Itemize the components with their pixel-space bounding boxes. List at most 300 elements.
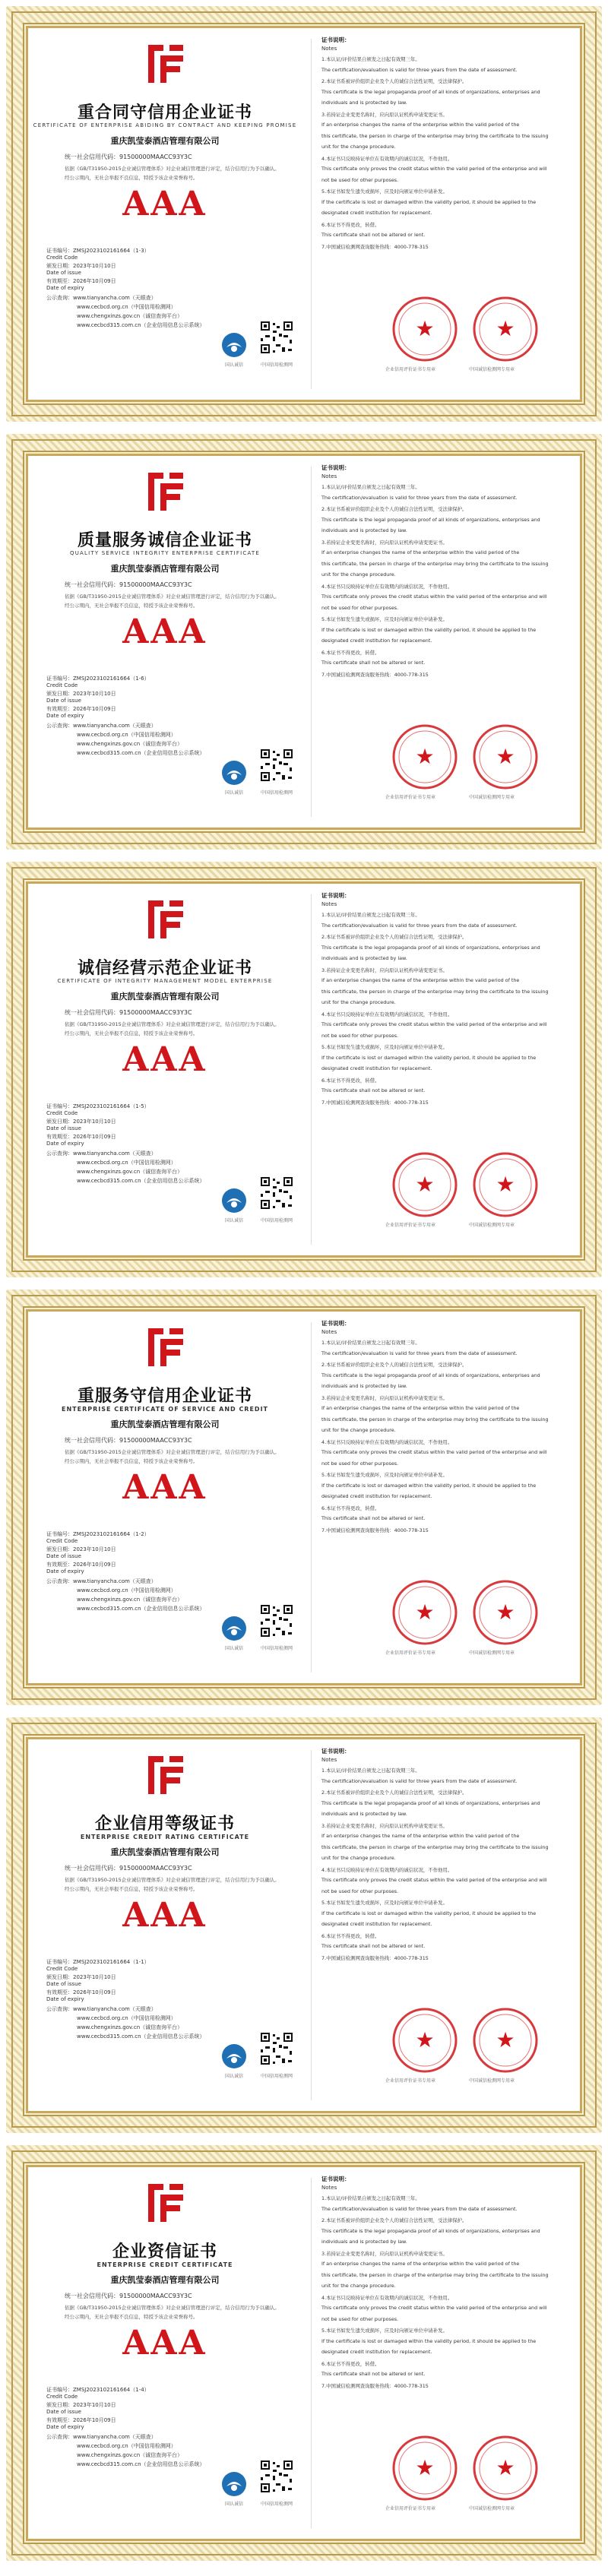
- notes-line: 7.中国诚信检测网查询服务热线：4000-778-315: [321, 243, 429, 250]
- notes-line: 7.中国诚信检测网查询服务热线：4000-778-315: [321, 1954, 429, 1961]
- notes-line: individuals and is protected by law.: [321, 527, 407, 533]
- institution-seal-caption: 中国诚信检测网专用章: [469, 367, 515, 372]
- notes-line: individuals and is protected by law.: [321, 1383, 407, 1389]
- qr-code-icon[interactable]: [259, 320, 294, 355]
- notes-line: This certificate is the legal propaganda proof of all kinds of organizations, enterprises and: [321, 1799, 540, 1806]
- notes-line: 1.本认证/评价结果自颁发之日起有效期三年。: [321, 56, 420, 62]
- certificate-title: 诚信经营示范企业证书: [77, 958, 252, 978]
- notes-line: 3.若持证企业变更名称时，应向原认证机构申请变更证书。: [321, 967, 448, 973]
- qr-code-icon[interactable]: [259, 2459, 294, 2494]
- notes-title: 证书说明：: [321, 1320, 350, 1327]
- expiry-date-en: Date of expiry: [46, 1568, 84, 1574]
- notes-line: individuals and is protected by law.: [321, 1811, 407, 1817]
- notes-line: designated credit institution for replacement.: [321, 1065, 432, 1071]
- unified-credit-code: 统一社会信用代码：91500000MAACC93Y3C: [65, 581, 192, 588]
- assessment-basis-text: 依据《GB/T31950-2015企业诚信管理体系》对企业诚信管理进行评定，结合信用行为予以确认。: [65, 2305, 280, 2311]
- certificate-title: 重合同守信用企业证书: [77, 103, 252, 122]
- assessment-publicity-text: 经公示期内，无社会举报不良信息，特授予该企业荣誉称号。: [65, 2314, 198, 2320]
- enterprise-seal-icon: [391, 296, 458, 362]
- notes-line: 6.本证书不得更改，转借。: [321, 649, 380, 656]
- notes-line: The certification/evaluation is valid for three years from the date of assessment.: [321, 66, 518, 73]
- notes-title: 证书说明：: [321, 2176, 350, 2182]
- notes-line: not be used for other purposes.: [321, 2315, 399, 2322]
- qr-code-label: 中国信用检测网: [260, 2074, 293, 2079]
- certificate-number: 证书编号：ZMSJ2023102161664（1-6）: [46, 676, 150, 682]
- query-site-4: www.cecbcd315.com.cn（企业信用信息公示系统）: [77, 2033, 205, 2040]
- qr-code-icon[interactable]: [259, 748, 294, 783]
- notes-line: individuals and is protected by law.: [321, 100, 407, 106]
- panel-divider: [311, 894, 312, 1245]
- institution-seal-caption: 中国诚信检测网专用章: [469, 1223, 515, 1228]
- certificate-subtitle: ENTERPRISE CERTIFICATE OF SERVICE AND CREDIT: [61, 1406, 269, 1413]
- panel-divider: [311, 1750, 312, 2100]
- assessment-basis-text: 依据《GB/T31950-2015企业诚信管理体系》对企业诚信管理进行评定，结合信用行为予以确认。: [65, 166, 280, 172]
- certificate-subtitle: ENTERPRISE CREDIT RATING CERTIFICATE: [80, 1834, 250, 1840]
- query-site-2: www.cecbcd.org.cn（中国信用检测网）: [77, 2443, 176, 2449]
- certificate-title: 质量服务诚信企业证书: [77, 530, 252, 550]
- issue-date-en: Date of issue: [46, 2409, 81, 2415]
- credit-code-label: Credit Code: [46, 2394, 78, 2400]
- certificate-main-panel: [28, 1312, 302, 1683]
- notes-line: designated credit institution for replacement.: [321, 1921, 432, 1927]
- assessment-publicity-text: 经公示期内，无社会举报不良信息，特授予该企业荣誉称号。: [65, 1458, 198, 1464]
- qr-code-icon[interactable]: [259, 2031, 294, 2066]
- certificate-subtitle: CERTIFICATE OF INTEGRITY MANAGEMENT MODEL ENTERPRISE: [57, 978, 273, 984]
- notes-line: not be used for other purposes.: [321, 1460, 399, 1467]
- notes-line: This certificate shall not be altered or lent.: [321, 1515, 426, 1521]
- institution-seal-icon: [472, 2435, 539, 2502]
- certificate-2: [6, 434, 602, 850]
- notes-line: If an enterprise changes the name of the enterprise within the valid period of the: [321, 1405, 520, 1411]
- issuer-emblem-label: 国认诚信: [224, 2502, 243, 2507]
- notes-line: not be used for other purposes.: [321, 176, 399, 183]
- query-site-2: www.cecbcd.org.cn（中国信用检测网）: [77, 1160, 176, 1166]
- unified-credit-code: 统一社会信用代码：91500000MAACC93Y3C: [65, 1437, 192, 1444]
- company-name: 重庆凯莹泰酒店管理有限公司: [110, 136, 220, 146]
- notes-line: unit for the change procedure.: [321, 1427, 396, 1433]
- query-site-2: www.cecbcd.org.cn（中国信用检测网）: [77, 1587, 176, 1593]
- notes-line: This certificate shall not be altered or lent.: [321, 2371, 426, 2377]
- enterprise-seal-caption: 企业信用评价证书专用章: [385, 2506, 436, 2511]
- issuer-emblem-icon: [221, 1616, 247, 1641]
- seal-star: ★: [496, 744, 515, 769]
- seal-star: ★: [496, 316, 515, 341]
- certification-logo-icon: [144, 468, 188, 515]
- notes-line: 4.本证书只反映持证单位在有效期内的诚信状况，不作他用。: [321, 155, 453, 162]
- certification-logo-icon: [144, 1752, 188, 1799]
- notes-line: 6.本证书不得更改，转借。: [321, 2360, 380, 2367]
- notes-line: 1.本认证/评价结果自颁发之日起有效期三年。: [321, 1767, 420, 1774]
- issue-date-en: Date of issue: [46, 698, 81, 704]
- query-site-1: 公示查询：www.tianyancha.com（天眼查）: [46, 2006, 157, 2012]
- notes-line: 5.本证书如发生遗失或损坏，应及时向颁证单位申请补发。: [321, 1472, 448, 1478]
- certification-logo-icon: [144, 896, 188, 943]
- certificate-4: [6, 1290, 602, 1705]
- notes-line: this certificate, the person in charge of the enterprise may bring the certificate to the issuing: [321, 560, 549, 567]
- query-site-1: 公示查询：www.tianyancha.com（天眼查）: [46, 1578, 157, 1584]
- certificate-title: 企业信用等级证书: [94, 1814, 235, 1834]
- assessment-basis-text: 依据《GB/T31950-2015企业诚信管理体系》对企业诚信管理进行评定，结合信用行为予以确认。: [65, 1877, 280, 1883]
- assessment-basis-text: 依据《GB/T31950-2015企业诚信管理体系》对企业诚信管理进行评定，结合信用行为予以确认。: [65, 1021, 280, 1027]
- query-site-4: www.cecbcd315.com.cn（企业信用信息公示系统）: [77, 1606, 205, 1612]
- notes-line: 2.本证书系被评价组织企业及个人的诚信合法性证明，受法律保护。: [321, 78, 467, 84]
- panel-divider: [311, 467, 312, 817]
- notes-line: The certification/evaluation is valid for three years from the date of assessment.: [321, 2205, 518, 2212]
- institution-seal-icon: [472, 2007, 539, 2074]
- notes-line: This certificate is the legal propaganda proof of all kinds of organizations, enterprises and: [321, 944, 540, 951]
- credit-code-label: Credit Code: [46, 1538, 78, 1544]
- certificate-notes-panel: [321, 1312, 580, 1683]
- institution-seal-caption: 中国诚信检测网专用章: [469, 795, 515, 800]
- company-name: 重庆凯莹泰酒店管理有限公司: [110, 992, 220, 1002]
- assessment-basis-text: 依据《GB/T31950-2015企业诚信管理体系》对企业诚信管理进行评定，结合信用行为予以确认。: [65, 1449, 280, 1455]
- certificate-6: [6, 2145, 602, 2561]
- certificate-subtitle: ENTERPRISE CREDIT CERTIFICATE: [97, 2261, 233, 2268]
- certificate-notes-panel: [321, 456, 580, 828]
- seal-star: ★: [415, 744, 435, 769]
- notes-line: If an enterprise changes the name of the enterprise within the valid period of the: [321, 2261, 520, 2267]
- certificate-main-panel: [28, 28, 302, 400]
- notes-line: This certificate shall not be altered or lent.: [321, 660, 426, 666]
- notes-line: This certificate is the legal propaganda proof of all kinds of organizations, enterprises and: [321, 88, 540, 95]
- notes-line: 7.中国诚信检测网查询服务热线：4000-778-315: [321, 671, 429, 678]
- notes-line: 4.本证书只反映持证单位在有效期内的诚信状况，不作他用。: [321, 2294, 453, 2301]
- credit-rating-aaa: AAA: [122, 1468, 207, 1507]
- credit-code-label: Credit Code: [46, 1966, 78, 1972]
- notes-line: If the certificate is lost or damaged within the validity period, it should be applied to the: [321, 198, 537, 205]
- seal-star: ★: [415, 1600, 435, 1625]
- notes-line: 3.若持证企业变更名称时，应向原认证机构申请变更证书。: [321, 111, 448, 118]
- institution-seal-icon: [472, 723, 539, 790]
- notes-line: not be used for other purposes.: [321, 1032, 399, 1039]
- query-site-1: 公示查询：www.tianyancha.com（天眼查）: [46, 723, 157, 729]
- enterprise-seal-caption: 企业信用评价证书专用章: [385, 367, 436, 372]
- institution-seal-caption: 中国诚信检测网专用章: [469, 1650, 515, 1656]
- credit-rating-aaa: AAA: [122, 1040, 207, 1079]
- expiry-date: 有效期至：2026年10月09日: [46, 706, 116, 712]
- notes-line: this certificate, the person in charge of the enterprise may bring the certificate to the issuing: [321, 1843, 549, 1850]
- seal-star: ★: [496, 2455, 515, 2480]
- assessment-publicity-text: 经公示期内，无社会举报不良信息，特授予该企业荣誉称号。: [65, 175, 198, 181]
- issue-date: 颁发日期：2023年10月10日: [46, 1119, 116, 1125]
- notes-line: 1.本认证/评价结果自颁发之日起有效期三年。: [321, 484, 420, 490]
- panel-divider: [311, 2178, 312, 2528]
- notes-line: This certificate only proves the credit status within the valid period of the enterprise and will: [321, 593, 547, 600]
- notes-line: unit for the change procedure.: [321, 2283, 396, 2289]
- notes-line: 5.本证书如发生遗失或损坏，应及时向颁证单位申请补发。: [321, 616, 448, 622]
- certification-logo-icon: [144, 2179, 188, 2226]
- notes-line: 5.本证书如发生遗失或损坏，应及时向颁证单位申请补发。: [321, 1900, 448, 1906]
- notes-line: The certification/evaluation is valid for three years from the date of assessment.: [321, 494, 518, 501]
- query-site-1: 公示查询：www.tianyancha.com（天眼查）: [46, 1150, 157, 1157]
- enterprise-seal-icon: [391, 2007, 458, 2074]
- query-site-2: www.cecbcd.org.cn（中国信用检测网）: [77, 2015, 176, 2021]
- company-name: 重庆凯莹泰酒店管理有限公司: [110, 564, 220, 574]
- notes-line: 4.本证书只反映持证单位在有效期内的诚信状况，不作他用。: [321, 1866, 453, 1873]
- query-site-3: www.chengxinzs.gov.cn（诚信查询平台）: [77, 2452, 183, 2458]
- certificate-notes-panel: [321, 884, 580, 1255]
- certificate-inner-frame: [26, 26, 582, 402]
- certificate-inner-frame: [26, 2165, 582, 2541]
- enterprise-seal-caption: 企业信用评价证书专用章: [385, 1223, 436, 1228]
- qr-code-label: 中国信用检测网: [260, 1218, 293, 1223]
- notes-line: 2.本证书系被评价组织企业及个人的诚信合法性证明，受法律保护。: [321, 2217, 467, 2223]
- notes-line: 3.若持证企业变更名称时，应向原认证机构申请变更证书。: [321, 2250, 448, 2257]
- query-site-3: www.chengxinzs.gov.cn（诚信查询平台）: [77, 1597, 183, 1603]
- notes-line: This certificate shall not be altered or lent.: [321, 1087, 426, 1093]
- seal-star: ★: [496, 1600, 515, 1625]
- seal-star: ★: [415, 2455, 435, 2480]
- unified-credit-code: 统一社会信用代码：91500000MAACC93Y3C: [65, 1865, 192, 1872]
- query-site-4: www.cecbcd315.com.cn（企业信用信息公示系统）: [77, 2461, 205, 2467]
- panel-divider: [311, 1322, 312, 1673]
- issue-date-en: Date of issue: [46, 1553, 81, 1559]
- certificate-inner-frame: [26, 1737, 582, 2113]
- company-name: 重庆凯莹泰酒店管理有限公司: [110, 2275, 220, 2285]
- notes-line: The certification/evaluation is valid for three years from the date of assessment.: [321, 1777, 518, 1784]
- issue-date: 颁发日期：2023年10月10日: [46, 1546, 116, 1552]
- certificate-5: [6, 1717, 602, 2133]
- issue-date-en: Date of issue: [46, 270, 81, 276]
- enterprise-seal-icon: [391, 1151, 458, 1218]
- qr-code-icon[interactable]: [259, 1603, 294, 1638]
- enterprise-seal-icon: [391, 2435, 458, 2502]
- certificate-title: 重服务守信用企业证书: [77, 1386, 252, 1406]
- seal-star: ★: [496, 2027, 515, 2052]
- issuer-emblem-label: 国认诚信: [224, 1218, 243, 1223]
- notes-line: designated credit institution for replacement.: [321, 210, 432, 216]
- notes-line: This certificate only proves the credit status within the valid period of the enterprise and will: [321, 1021, 547, 1027]
- notes-line: If the certificate is lost or damaged within the validity period, it should be applied to the: [321, 1910, 537, 1916]
- query-site-1: 公示查询：www.tianyancha.com（天眼查）: [46, 2434, 157, 2440]
- issue-date: 颁发日期：2023年10月10日: [46, 263, 116, 269]
- notes-line: individuals and is protected by law.: [321, 2239, 407, 2245]
- query-site-2: www.cecbcd.org.cn（中国信用检测网）: [77, 304, 176, 310]
- seal-star: ★: [415, 316, 435, 341]
- expiry-date: 有效期至：2026年10月09日: [46, 278, 116, 284]
- issuer-emblem-label: 国认诚信: [224, 2074, 243, 2079]
- notes-line: 7.中国诚信检测网查询服务热线：4000-778-315: [321, 2382, 429, 2389]
- notes-line: The certification/evaluation is valid for three years from the date of assessment.: [321, 1350, 518, 1356]
- notes-line: 6.本证书不得更改，转借。: [321, 1932, 380, 1939]
- notes-line: unit for the change procedure.: [321, 571, 396, 578]
- notes-line: designated credit institution for replacement.: [321, 638, 432, 644]
- notes-line: unit for the change procedure.: [321, 999, 396, 1005]
- notes-line: 6.本证书不得更改，转借。: [321, 1077, 380, 1084]
- certificate-notes-panel: [321, 2167, 580, 2539]
- seal-star: ★: [496, 1172, 515, 1197]
- company-name: 重庆凯莹泰酒店管理有限公司: [110, 1419, 220, 1429]
- issuer-emblem-icon: [221, 1188, 247, 1214]
- notes-line: 5.本证书如发生遗失或损坏，应及时向颁证单位申请补发。: [321, 2328, 448, 2334]
- certificate-number: 证书编号：ZMSJ2023102161664（1-1）: [46, 1959, 150, 1965]
- institution-seal-icon: [472, 1579, 539, 1646]
- notes-line: 4.本证书只反映持证单位在有效期内的诚信状况，不作他用。: [321, 1438, 453, 1445]
- issuer-emblem-label: 国认诚信: [224, 362, 243, 368]
- notes-line: 7.中国诚信检测网查询服务热线：4000-778-315: [321, 1099, 429, 1106]
- notes-title: 证书说明：: [321, 464, 350, 471]
- certificate-number: 证书编号：ZMSJ2023102161664（1-5）: [46, 1103, 150, 1109]
- notes-line: 1.本认证/评价结果自颁发之日起有效期三年。: [321, 912, 420, 918]
- notes-line: this certificate, the person in charge of the enterprise may bring the certificate to the issuing: [321, 132, 549, 139]
- credit-code-label: Credit Code: [46, 255, 78, 261]
- certificate-inner-frame: [26, 881, 582, 1258]
- certificate-notes-panel: [321, 1739, 580, 2111]
- notes-line: The certification/evaluation is valid for three years from the date of assessment.: [321, 922, 518, 929]
- credit-code-label: Credit Code: [46, 1110, 78, 1116]
- issuer-emblem-icon: [221, 760, 247, 786]
- panel-divider: [311, 39, 312, 389]
- notes-subtitle: Notes: [321, 2185, 337, 2191]
- issuer-emblem-icon: [221, 2471, 247, 2497]
- certificate-3: [6, 862, 602, 1277]
- notes-subtitle: Notes: [321, 473, 337, 479]
- notes-subtitle: Notes: [321, 1757, 337, 1763]
- notes-line: 3.若持证企业变更名称时，应向原认证机构申请变更证书。: [321, 539, 448, 546]
- notes-line: 2.本证书系被评价组织企业及个人的诚信合法性证明，受法律保护。: [321, 506, 467, 512]
- company-name: 重庆凯莹泰酒店管理有限公司: [110, 1847, 220, 1857]
- certification-logo-icon: [144, 40, 188, 87]
- notes-line: not be used for other purposes.: [321, 1888, 399, 1894]
- expiry-date: 有效期至：2026年10月09日: [46, 2417, 116, 2423]
- expiry-date: 有效期至：2026年10月09日: [46, 1562, 116, 1568]
- notes-line: 4.本证书只反映持证单位在有效期内的诚信状况，不作他用。: [321, 583, 453, 590]
- notes-line: 2.本证书系被评价组织企业及个人的诚信合法性证明，受法律保护。: [321, 1790, 467, 1796]
- expiry-date-en: Date of expiry: [46, 2424, 84, 2430]
- query-site-1: 公示查询：www.tianyancha.com（天眼查）: [46, 295, 157, 301]
- notes-line: 5.本证书如发生遗失或损坏，应及时向颁证单位申请补发。: [321, 1044, 448, 1050]
- institution-seal-icon: [472, 296, 539, 362]
- enterprise-seal-caption: 企业信用评价证书专用章: [385, 795, 436, 800]
- notes-line: 4.本证书只反映持证单位在有效期内的诚信状况，不作他用。: [321, 1011, 453, 1017]
- notes-line: If the certificate is lost or damaged within the validity period, it should be applied to the: [321, 626, 537, 633]
- enterprise-seal-icon: [391, 1579, 458, 1646]
- query-site-4: www.cecbcd315.com.cn（企业信用信息公示系统）: [77, 322, 205, 328]
- notes-line: If the certificate is lost or damaged within the validity period, it should be applied to the: [321, 1054, 537, 1061]
- expiry-date-en: Date of expiry: [46, 713, 84, 719]
- issue-date: 颁发日期：2023年10月10日: [46, 2402, 116, 2408]
- certificate-inner-frame: [26, 1309, 582, 1685]
- enterprise-seal-caption: 企业信用评价证书专用章: [385, 2078, 436, 2084]
- certificate-main-panel: [28, 456, 302, 828]
- expiry-date-en: Date of expiry: [46, 285, 84, 291]
- notes-subtitle: Notes: [321, 1329, 337, 1335]
- certificate-number: 证书编号：ZMSJ2023102161664（1-3）: [46, 248, 150, 254]
- notes-line: If an enterprise changes the name of the enterprise within the valid period of the: [321, 122, 520, 128]
- certificate-title: 企业资信证书: [112, 2242, 217, 2261]
- notes-line: This certificate only proves the credit status within the valid period of the enterprise and will: [321, 1877, 547, 1883]
- notes-line: If the certificate is lost or damaged within the validity period, it should be applied to the: [321, 1482, 537, 1489]
- query-site-3: www.chengxinzs.gov.cn（诚信查询平台）: [77, 313, 183, 319]
- notes-line: 1.本认证/评价结果自颁发之日起有效期三年。: [321, 1340, 420, 1346]
- notes-line: This certificate is the legal propaganda proof of all kinds of organizations, enterprises and: [321, 516, 540, 523]
- notes-line: If an enterprise changes the name of the enterprise within the valid period of the: [321, 549, 520, 555]
- issuer-emblem-label: 国认诚信: [224, 790, 243, 796]
- credit-rating-aaa: AAA: [122, 612, 207, 651]
- notes-line: 3.若持证企业变更名称时，应向原认证机构申请变更证书。: [321, 1822, 448, 1829]
- assessment-publicity-text: 经公示期内，无社会举报不良信息，特授予该企业荣誉称号。: [65, 1030, 198, 1036]
- enterprise-seal-caption: 企业信用评价证书专用章: [385, 1650, 436, 1656]
- seal-star: ★: [415, 2027, 435, 2052]
- query-site-3: www.chengxinzs.gov.cn（诚信查询平台）: [77, 741, 183, 747]
- query-site-3: www.chengxinzs.gov.cn（诚信查询平台）: [77, 2024, 183, 2030]
- notes-line: 1.本认证/评价结果自颁发之日起有效期三年。: [321, 2195, 420, 2201]
- credit-rating-aaa: AAA: [122, 185, 207, 223]
- certificate-subtitle: QUALITY SERVICE INTEGRITY ENTERPRISE CERTIFICATE: [69, 550, 261, 556]
- qr-code-icon[interactable]: [259, 1176, 294, 1210]
- notes-line: If an enterprise changes the name of the enterprise within the valid period of the: [321, 1833, 520, 1839]
- qr-code-label: 中国信用检测网: [260, 362, 293, 368]
- notes-line: This certificate shall not be altered or lent.: [321, 232, 426, 238]
- query-site-2: www.cecbcd.org.cn（中国信用检测网）: [77, 732, 176, 738]
- institution-seal-icon: [472, 1151, 539, 1218]
- credit-rating-aaa: AAA: [122, 2324, 207, 2362]
- expiry-date-en: Date of expiry: [46, 1996, 84, 2002]
- notes-subtitle: Notes: [321, 46, 337, 52]
- qr-code-label: 中国信用检测网: [260, 1646, 293, 1651]
- notes-line: This certificate only proves the credit status within the valid period of the enterprise and will: [321, 1449, 547, 1455]
- notes-line: this certificate, the person in charge of the enterprise may bring the certificate to the issuing: [321, 988, 549, 995]
- assessment-publicity-text: 经公示期内，无社会举报不良信息，特授予该企业荣誉称号。: [65, 1886, 198, 1892]
- qr-code-label: 中国信用检测网: [260, 2502, 293, 2507]
- issue-date: 颁发日期：2023年10月10日: [46, 1974, 116, 1980]
- notes-title: 证书说明：: [321, 1748, 350, 1755]
- certificate-main-panel: [28, 884, 302, 1255]
- notes-line: 5.本证书如发生遗失或损坏，应及时向颁证单位申请补发。: [321, 188, 448, 195]
- notes-line: unit for the change procedure.: [321, 1855, 396, 1861]
- notes-line: If the certificate is lost or damaged within the validity period, it should be applied to the: [321, 2337, 537, 2344]
- issuer-emblem-icon: [221, 2043, 247, 2069]
- query-site-4: www.cecbcd315.com.cn（企业信用信息公示系统）: [77, 750, 205, 756]
- certificate-subtitle: CERTIFICATE OF ENTERPRISE ABIDING BY CONTRACT AND KEEPING PROMISE: [33, 122, 297, 128]
- notes-line: designated credit institution for replacement.: [321, 2349, 432, 2355]
- unified-credit-code: 统一社会信用代码：91500000MAACC93Y3C: [65, 2293, 192, 2299]
- notes-line: 7.中国诚信检测网查询服务热线：4000-778-315: [321, 1527, 429, 1533]
- certificate-number: 证书编号：ZMSJ2023102161664（1-4）: [46, 2387, 150, 2393]
- query-site-4: www.cecbcd315.com.cn（企业信用信息公示系统）: [77, 1178, 205, 1184]
- issuer-emblem-label: 国认诚信: [224, 1646, 243, 1651]
- issuer-emblem-icon: [221, 332, 247, 358]
- notes-line: 6.本证书不得更改，转借。: [321, 1505, 380, 1511]
- expiry-date: 有效期至：2026年10月09日: [46, 1989, 116, 1995]
- notes-line: this certificate, the person in charge of the enterprise may bring the certificate to the issuing: [321, 1416, 549, 1422]
- issue-date: 颁发日期：2023年10月10日: [46, 691, 116, 697]
- issue-date-en: Date of issue: [46, 1125, 81, 1131]
- notes-line: designated credit institution for replacement.: [321, 1493, 432, 1499]
- notes-title: 证书说明：: [321, 36, 350, 43]
- certification-logo-icon: [144, 1324, 188, 1371]
- certificate-number: 证书编号：ZMSJ2023102161664（1-2）: [46, 1531, 150, 1537]
- institution-seal-caption: 中国诚信检测网专用章: [469, 2078, 515, 2084]
- assessment-publicity-text: 经公示期内，无社会举报不良信息，特授予该企业荣誉称号。: [65, 603, 198, 609]
- enterprise-seal-icon: [391, 723, 458, 790]
- notes-line: This certificate is the legal propaganda proof of all kinds of organizations, enterprises and: [321, 2227, 540, 2234]
- unified-credit-code: 统一社会信用代码：91500000MAACC93Y3C: [65, 153, 192, 160]
- assessment-basis-text: 依据《GB/T31950-2015企业诚信管理体系》对企业诚信管理进行评定，结合信用行为予以确认。: [65, 593, 280, 600]
- certificate-main-panel: [28, 2167, 302, 2539]
- certificate-main-panel: [28, 1739, 302, 2111]
- notes-line: 6.本证书不得更改，转借。: [321, 221, 380, 228]
- notes-line: unit for the change procedure.: [321, 144, 396, 150]
- institution-seal-caption: 中国诚信检测网专用章: [469, 2506, 515, 2511]
- notes-line: this certificate, the person in charge of the enterprise may bring the certificate to the issuing: [321, 2271, 549, 2278]
- notes-line: 2.本证书系被评价组织企业及个人的诚信合法性证明，受法律保护。: [321, 934, 467, 940]
- notes-line: If an enterprise changes the name of the enterprise within the valid period of the: [321, 977, 520, 983]
- notes-line: 3.若持证企业变更名称时，应向原认证机构申请变更证书。: [321, 1394, 448, 1401]
- notes-line: This certificate is the legal propaganda proof of all kinds of organizations, enterprises and: [321, 1372, 540, 1378]
- notes-subtitle: Notes: [321, 901, 337, 907]
- qr-code-label: 中国信用检测网: [260, 790, 293, 796]
